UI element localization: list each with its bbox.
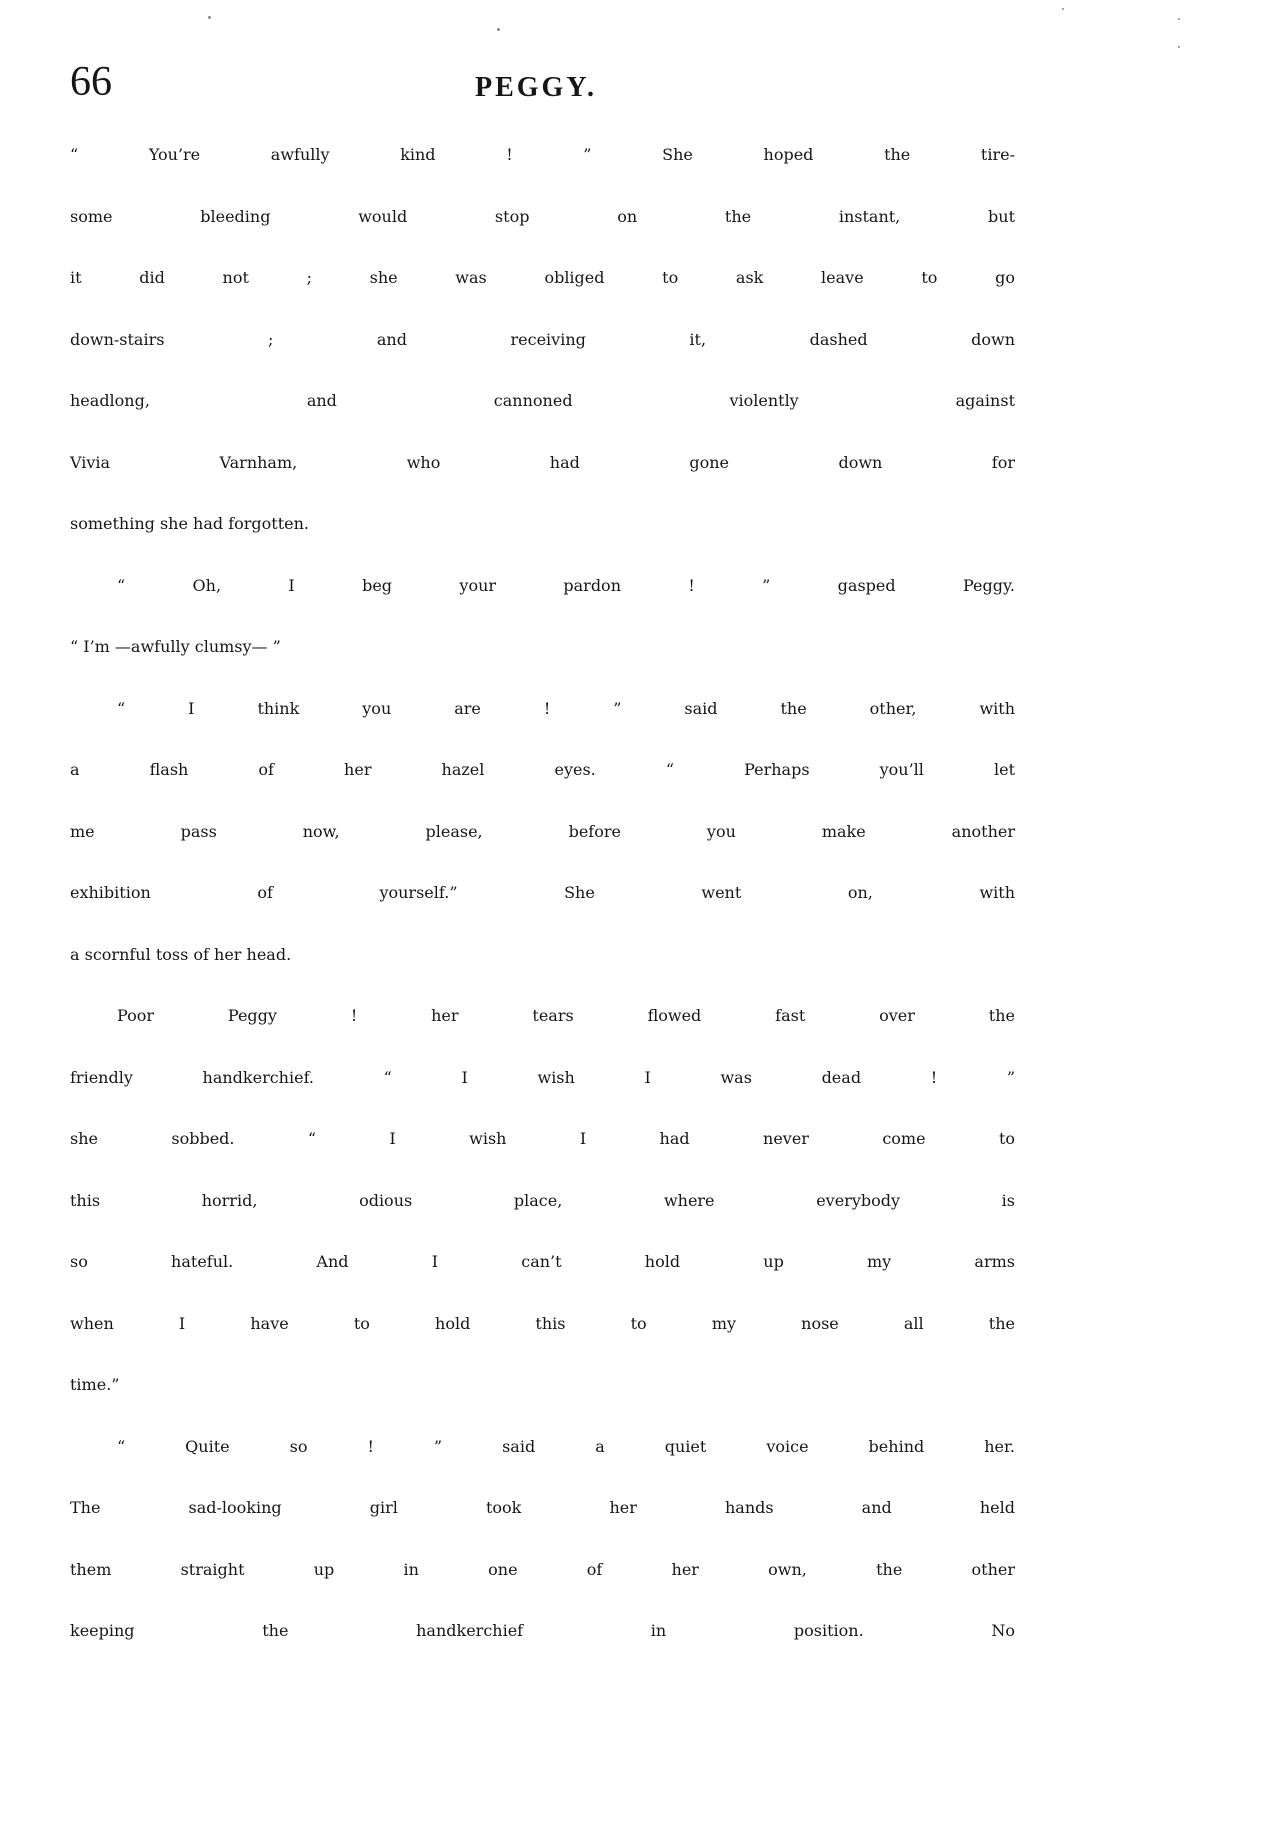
text-line: she sobbed. “ I wish I had never come to [70,1129,1015,1148]
paper-speck [1178,46,1180,48]
paper-speck [497,28,500,31]
text-line: “ You’re awfully kind ! ” She hoped the tire- [70,145,1015,164]
text-line: a flash of her hazel eyes. “ Perhaps you’ll let [70,760,1015,779]
text-line: “ Quite so ! ” said a quiet voice behind her. [117,1436,1015,1456]
text-line: exhibition of yourself.” She went on, with [70,883,1015,902]
text-line: Poor Peggy ! her tears flowed fast over the [117,1006,1015,1025]
text-line: me pass now, please, before you make another [70,821,1015,841]
text-line: so hateful. And I can’t hold up my arms [70,1252,1015,1271]
running-head [70,52,1010,112]
text-line: “ Oh, I beg your pardon ! ” gasped Peggy. [117,575,1015,595]
text-line: time.” [70,1375,120,1394]
paper-speck [1062,8,1064,10]
text-line: headlong, and cannoned violently against [70,391,1015,410]
text-line: this horrid, odious place, where everybody is [70,1190,1015,1210]
text-line: something she had forgotten. [70,514,310,533]
text-line: friendly handkerchief. “ I wish I was dead ! ” [70,1067,1015,1087]
text-line: when I have to hold this to my nose all the [70,1313,1015,1333]
text-line: them straight up in one of her own, the other [70,1559,1015,1579]
text-line: keeping the handkerchief in position. No [70,1621,1015,1640]
paper-speck [1178,18,1180,20]
text-line: Vivia Varnham, who had gone down for [70,452,1015,472]
body-text [70,145,1015,1683]
text-line: some bleeding would stop on the instant, but [70,206,1015,226]
page-number: 66 [70,59,112,105]
text-line: it did not ; she was obliged to ask leave to go [70,268,1015,287]
text-line: a scornful toss of her head. [70,944,292,964]
text-line: “ I think you are ! ” said the other, with [117,698,1015,718]
text-line: “ I’m —awfully clumsy— ” [70,637,281,656]
running-title: PEGGY. [475,72,597,103]
text-line: The sad-looking girl took her hands and held [70,1498,1015,1517]
paper-speck [208,16,211,19]
text-line: down-stairs ; and receiving it, dashed down [70,329,1015,349]
